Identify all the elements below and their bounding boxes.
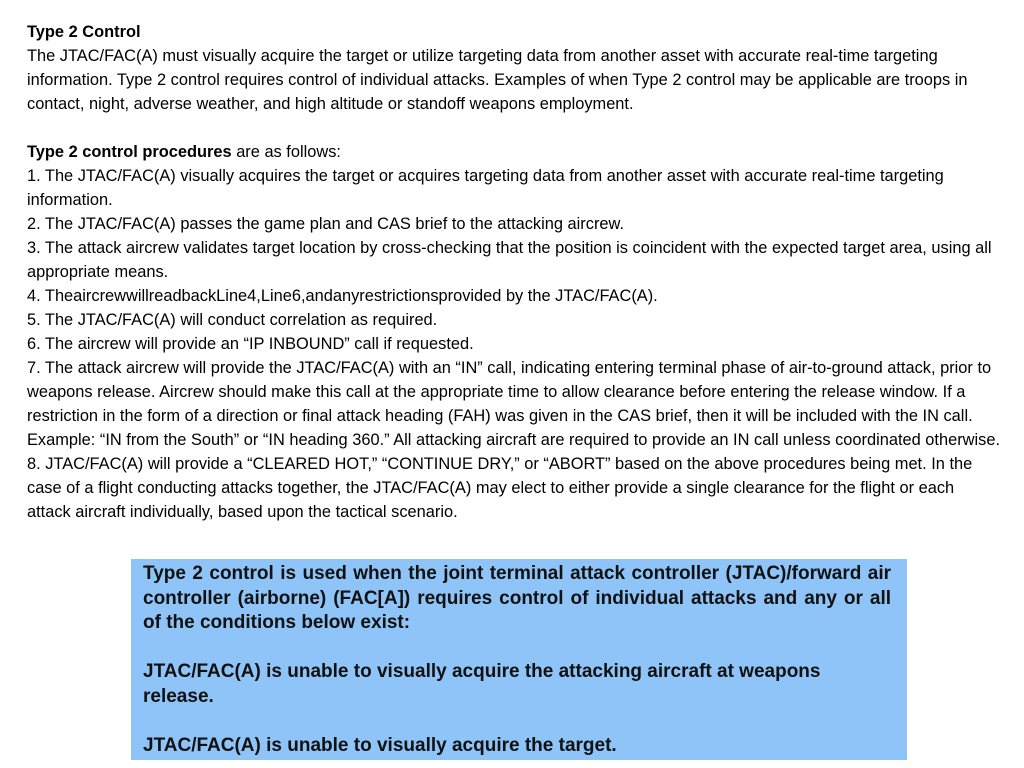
procedure-step-8: 8. JTAC/FAC(A) will provide a “CLEARED HOT,” “CONTINUE DRY,” or “ABORT” based on the above procedures being met. In the case of a flight conducting attacks together, the JTAC/FAC(A) may elect to either provide a single clearance for the flight or each attack aircraft individually, based upon the tactical scenario. — [27, 455, 973, 521]
procedure-step-6: 6. The aircrew will provide an “IP INBOUND” call if requested. — [27, 335, 474, 353]
document-body — [27, 20, 1002, 524]
procedures-heading: Type 2 control procedures — [27, 143, 232, 161]
callout-box — [131, 559, 907, 760]
section-heading: Type 2 Control — [27, 23, 141, 41]
callout-gap — [143, 709, 891, 734]
procedure-step-1: 1. The JTAC/FAC(A) visually acquires the target or acquires targeting data from another asset with accurate real-time targeting information. — [27, 167, 944, 209]
procedure-step-2: 2. The JTAC/FAC(A) passes the game plan and CAS brief to the attacking aircrew. — [27, 215, 625, 233]
procedure-step-3: 3. The attack aircrew validates target location by cross-checking that the position is coincident with the expected target area, using all appropriate means. — [27, 239, 992, 281]
procedure-step-7: 7. The attack aircrew will provide the JTAC/FAC(A) with an “IN” call, indicating entering terminal phase of air-to-ground attack, prior to weapons release. Aircrew should make this call at the appropriate time to allow clearance before entering the release window. If a restriction in the form of a direction or final attack heading (FAH) was given in the CAS brief, then it will be included with the IN call. Example: “IN from the South” or “IN heading 360.” All attacking aircraft are required to provide an IN call unless coordinated otherwise. — [27, 359, 1000, 449]
callout-gap — [143, 636, 891, 661]
callout-condition-1: JTAC/FAC(A) is unable to visually acquire the attacking aircraft at weapons release. — [143, 661, 821, 707]
procedure-step-4: 4. TheaircrewwillreadbackLine4,Line6,andanyrestrictionsprovided by the JTAC/FAC(A). — [27, 287, 658, 305]
procedure-step-5: 5. The JTAC/FAC(A) will conduct correlation as required. — [27, 311, 438, 329]
section-paragraph: The JTAC/FAC(A) must visually acquire the target or utilize targeting data from another asset with accurate real-time targeting information. Type 2 control requires control of individual attacks. Examples of when Type 2 control may be applicable are troops in contact, night, adverse weather, and high altitude or standoff weapons employment. — [27, 47, 968, 113]
procedures-intro-suffix: are as follows: — [231, 143, 341, 161]
callout-intro: Type 2 control is used when the joint terminal attack controller (JTAC)/forward air controller (airborne) (FAC[A]) requires control of individual attacks and any or all of the conditions below exist: — [143, 563, 891, 633]
callout-condition-2: JTAC/FAC(A) is unable to visually acquire the target. — [143, 734, 617, 756]
procedures-intro — [27, 140, 1002, 164]
paragraph-gap — [27, 116, 1002, 140]
